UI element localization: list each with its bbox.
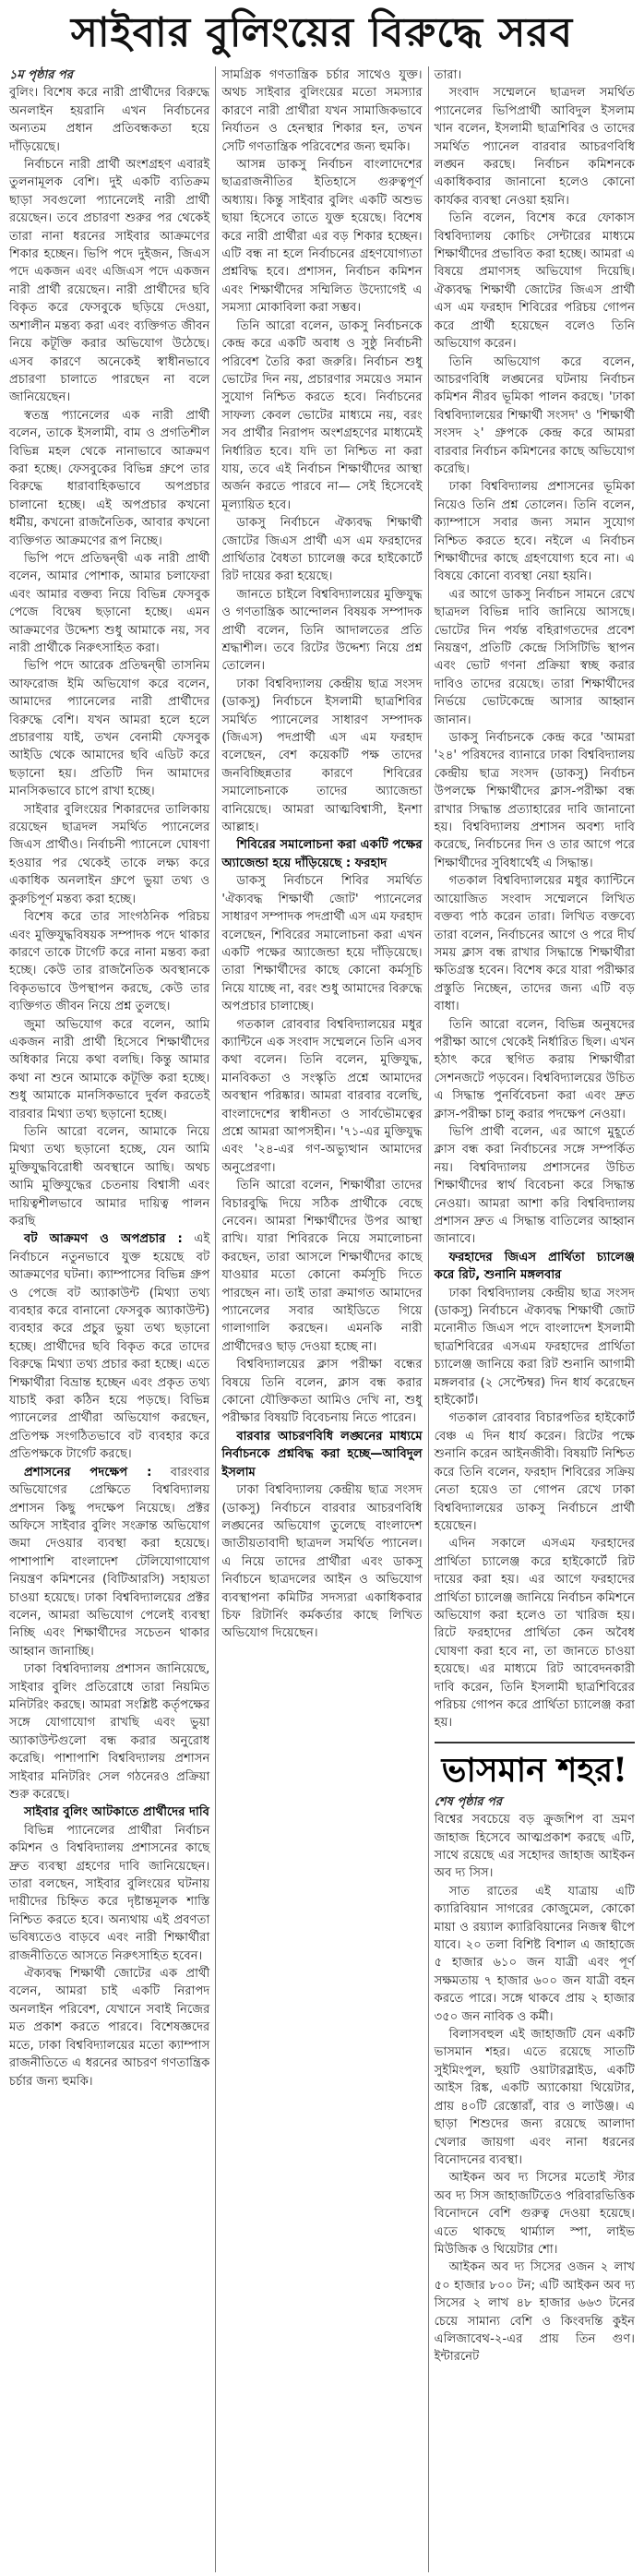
paragraph — [221, 676, 422, 837]
paragraph-text: তারা। — [434, 68, 462, 82]
paragraph-text: ডাকসু নির্বাচনে শিবির সমর্থিত 'ঐক্যবদ্ধ শিক্ষার্থী জোট' প্যানেলের সাধারণ সম্পাদক পদপ্রার্থী এস এম ফরহাদ বলেছেন, শিবিরের সমালোচনা করা এখন একটি পক্ষের অ্যাজেন্ডা হয়ে দাঁড়িয়েছে। তারা শিক্ষার্থীদের কাছে কোনো কর্মসূচি নিয়ে যাচ্ছে না, বরং শুধু আমাদের বিরুদ্ধে অপপ্রচার চালাচ্ছে। — [221, 874, 423, 1014]
paragraph-lead: বট আক্রমণ ও অপপ্রচার : — [24, 1232, 183, 1247]
subheading: সাইবার বুলিং আটকাতে প্রার্থীদের দাবি — [24, 1805, 209, 1820]
paragraph-text: ঢাকা বিশ্ববিদ্যালয় কেন্দ্রীয় ছাত্র সংসদ (ডাকসু) নির্বাচনে বারবার আচরণবিধি লঙ্ঘনের অভিযোগ তুলেছে বাংলাদেশ জাতীয়তাবাদী ছাত্রদল সমর্থিত প্যানেল। এ নিয়ে তাদের প্রার্থীরা এবং ডাকসু নির্বাচনে ছাত্রদলের আইন ও অভিযোগ ব্যবস্থাপনা কমিটির সদস্যরা একাধিকবার চিফ রিটার্নিং কর্মকর্তার কাছে লিখিত অভিযোগ দিয়েছেন। — [221, 1483, 423, 1641]
paragraph — [435, 1285, 635, 1410]
paragraph — [435, 1811, 635, 1883]
paragraph — [221, 1016, 422, 1178]
paragraph-text: গতকাল বিশ্ববিদ্যালয়ের মধুর ক্যান্টিনে আয়োজিত সংবাদ সম্মেলনে লিখিত বক্তব্য পাঠ করেন তারা। লিখিত বক্তব্যে তারা বলেন, নির্বাচনের আগে ও পরে দীর্ঘ সময় ক্লাস বন্ধ রাখার সিদ্ধান্তে শিক্ষার্থীরা ক্ষতিগ্রস্ত হবেন। বিশেষ করে যারা পরীক্ষার প্রস্তুতি নিচ্ছেন, তাদের জন্য এটি বড় বাধা। — [434, 874, 635, 1014]
paragraph-lead: প্রশাসনের পদক্ষেপ : — [24, 1465, 152, 1480]
paragraph — [435, 729, 635, 872]
paragraph-text: তিনি আরো বলেন, শিক্ষার্থীরা তাদের বিচারবুদ্ধি দিয়ে সঠিক প্রার্থীকে বেছে নেবেন। আমরা শিক্ষার্থীদের উপর আস্থা রাখি। যারা শিবিরকে নিয়ে সমালোচনা করছেন, তারা আসলে শিক্ষার্থীদের কাছে যাওয়ার মতো কোনো কর্মসূচি দিতে পারছেন না। তাই তারা ক্রমাগত আমাদের প্যানেলের সবার আইডিতে গিয়ে গালাগালি করছেন। এমনকি নারী প্রার্থীদেরও ছাড় দেওয়া হচ্ছে না। — [221, 1179, 423, 1354]
paragraph-text: সামগ্রিক গণতান্ত্রিক চর্চার সাথেও যুক্ত। অথচ সাইবার বুলিংয়ের মতো সমস্যার কারণে নারী প্রার্থীরা যখন সামাজিকভাবে নির্যাতন ও হেনস্থার শিকার হন, তখন সেটি গণতান্ত্রিক পরিবেশের জন্য হুমকি। — [221, 68, 423, 154]
paragraph — [435, 1409, 635, 1535]
subheading: বারবার আচরণবিধি লঙ্ঘনের মাধ্যমে নির্বাচনকে প্রশ্নবিদ্ধ করা হচ্ছে—আবিদুল ইসলাম — [221, 1429, 423, 1480]
paragraph-text: ঢাকা বিশ্ববিদ্যালয় কেন্দ্রীয় ছাত্র সংসদ (ডাকসু) নির্বাচনে ঐক্যবদ্ধ শিক্ষার্থী জোট মনোনীত জিএস পদে বাংলাদেশ ইসলামী ছাত্রশিবিরের এসএম ফরহাদের প্রার্থিতা চ্যালেঞ্জ জানিয়ে করা রিট শুনানি আগামী মঙ্গলবার (২ সেপ্টেম্বর) দিন ধার্য করেছেন হাইকোর্ট। — [434, 1286, 635, 1408]
paragraph — [221, 1177, 422, 1356]
paragraph — [435, 1016, 635, 1123]
paragraph — [9, 550, 209, 657]
paragraph-text: বুলিং। বিশেষ করে নারী প্রার্থীদের বিরুদ্ধে অনলাইন হয়রানি এখন নির্বাচনের অন্যতম প্রধান প্রতিবন্ধকতা হয়ে দাঁড়িয়েছে। — [9, 86, 210, 154]
paragraph-text: গতকাল রোববার বিচারপতির হাইকোর্ট বেঞ্চ এ দিন ধার্য করেন। রিটের পক্ষে শুনানি করেন আইনজীবী। বিষয়টি নিশ্চিত করে তিনি বলেন, ফরহাদ শিবিরের সক্রিয় নেতা হয়েও তা গোপন রেখে ঢাকা বিশ্ববিদ্যালয়ের ডাকসু নির্বাচনে প্রার্থী হয়েছেন। — [434, 1411, 635, 1533]
paragraph-text: ভিপি পদে আরেক প্রতিদ্বন্দ্বী তাসনিম আফরোজ ইমি অভিযোগ করে বলেন, আমাদের প্যানেলের নারী প্রার্থীদের বিরুদ্ধে বেশি। যখন আমরা হলে হলে প্রচারণায় যাই, তখন বেনামী ফেসবুক আইডি থেকে আমাদের ছবি এডিট করে ছড়ানো হয়। প্রতিটি দিন আমাদের মানসিকভাবে চাপে রাখা হচ্ছে। — [9, 659, 210, 799]
paragraph — [9, 1965, 209, 2091]
paragraph — [9, 1123, 209, 1230]
paragraph-text: তিনি অভিযোগ করে বলেন, আচরণবিধি লঙ্ঘনের ঘটনায় নির্বাচন কমিশন নীরব ভূমিকা পালন করছে। 'ঢাকা বিশ্ববিদ্যালয়ের শিক্ষার্থী সংসদ' ও 'শিক্ষার্থী সংসদ ২' গ্রুপকে কেন্দ্র করে আমরা বারবার নির্বাচন কমিশনের কাছে অভিযোগ করেছি। — [434, 354, 635, 476]
paragraph — [9, 1016, 209, 1123]
paragraph — [9, 1464, 209, 1660]
paragraph-text: গতকাল রোববার বিশ্ববিদ্যালয়ের মধুর ক্যান্টিনে এক সংবাদ সম্মেলনে তিনি এসব কথা বলেন। তিনি বলেন, মুক্তিযুদ্ধ, মানবিকতা ও সংস্কৃতি প্রশ্নে আমাদের অবস্থান পরিষ্কার। আমরা বারবার বলেছি, বাংলাদেশের স্বাধীনতা ও সার্বভৌমত্বের প্রশ্নে আমরা আপসহীন। '৭১-এর মুক্তিযুদ্ধ এবং '২৪-এর গণ-অভ্যুত্থান আমাদের অনুপ্রেরণা। — [221, 1017, 423, 1175]
paragraph — [9, 156, 209, 407]
paragraph — [9, 801, 209, 908]
paragraph-text: বিশ্বের সবচেয়ে বড় ক্রুজশিপ বা ভ্রমণ জাহাজ হিসেবে আত্মপ্রকাশ করছে এটি, সাথে রয়েছে এর সহোদর জাহাজ আইকন অব দ্য সিস। — [434, 1813, 635, 1881]
paragraph-text: তিনি আরো বলেন, বিভিন্ন অনুষদের পরীক্ষা আগে থেকেই নির্ধারিত ছিল। এখন হঠাৎ করে স্থগিত করায় শিক্ষার্থীরা সেশনজটে পড়বেন। বিশ্ববিদ্যালয়ের উচিত এ সিদ্ধান্ত পুনর্বিবেচনা করা এবং দ্রুত ক্লাস-পরীক্ষা চালু করার পদক্ষেপ নেওয়া। — [434, 1017, 635, 1121]
paragraph — [221, 318, 422, 514]
paragraph-text: এর আগে ডাকসু নির্বাচন সামনে রেখে ছাত্রদল বিভিন্ন দাবি জানিয়ে আসছে। ভোটের দিন পর্যন্ত বহিরাগতদের প্রবেশ নিয়ন্ত্রণ, প্রতিটি কেন্দ্রে সিসিটিভি স্থাপন এবং ভোট গণনা প্রক্রিয়া স্বচ্ছ করার দাবিও তাদের রয়েছে। তারা শিক্ষার্থীদের নির্ভয়ে ভোটকেন্দ্রে আসার আহ্বান জানান। — [434, 587, 635, 727]
paragraph — [435, 1535, 635, 1731]
paragraph-text: আইকন অব দ্য সিসের মতোই স্টার অব দ্য সিস জাহাজটিতেও পরিবারভিত্তিক বিনোদনে বেশি গুরুত্ব দেওয়া হয়েছে। এতে থাকছে থার্ম্যাল স্পা, লাইভ মিউজিক ও থিয়েটার শো। — [434, 2171, 635, 2257]
paragraph-text: আইকন অব দ্য সিসের ওজন ২ লাখ ৫০ হাজার ৮০০ টন; এটি আইকন অব দ্য সিসের ২ লাখ ৪৮ হাজার ৬৬৩ টনের চেয়ে সামান্য বেশি ও কিংবদন্তি কুইন এলিজাবেথ-২-এর প্রায় তিন গুণ। ইন্টারনেট — [434, 2260, 635, 2365]
paragraph-text: ডাকসু নির্বাচনকে কেন্দ্র করে 'আমরা '২৪' পরিষদের ব্যানারে ঢাকা বিশ্ববিদ্যালয় কেন্দ্রীয় ছাত্র সংসদ (ডাকসু) নির্বাচন উপলক্ষে শিক্ষার্থীদের ক্লাস-পরীক্ষা বন্ধ রাখার সিদ্ধান্ত প্রত্যাহারের দাবি জানানো হয়। বিশ্ববিদ্যালয় প্রশাসন অবশ্য দাবি করেছে, নির্বাচনের দিন ও তার আগে পরে শিক্ষার্থীদের সুবিধার্থেই এ সিদ্ধান্ত। — [434, 731, 635, 870]
paragraph — [435, 2026, 635, 2169]
paragraph-text: বিভিন্ন প্যানেলের প্রার্থীরা নির্বাচন কমিশন ও বিশ্ববিদ্যালয় প্রশাসনের কাছে দ্রুত ব্যবস্থা গ্রহণের দাবি জানিয়েছেন। তারা বলছেন, সাইবার বুলিংয়ের ঘটনায় দায়ীদের চিহ্নিত করে দৃষ্টান্তমূলক শাস্তি নিশ্চিত করতে হবে। অন্যথায় এই প্রবণতা ভবিষ্যতেও বাড়বে এবং নারী শিক্ষার্থীরা রাজনীতিতে আসতে নিরুৎসাহিত হবেন। — [9, 1823, 210, 1963]
secondary-headline: ভাসমান শহর! — [435, 1742, 635, 1791]
paragraph-text: বিলাসবহুল এই জাহাজটি যেন একটি ভাসমান শহর। এতে রয়েছে সাতটি সুইমিংপুল, ছয়টি ওয়াটারস্লাইড, একটি আইস রিঙ্ক, একটি অ্যাকোয়া থিয়েটার, প্রায় ৪০টি রেস্তোরাঁ, বার ও লাউঞ্জ। এ ছাড়া শিশুদের জন্য রয়েছে আলাদা খেলার জায়গা এবং নানা ধরনের বিনোদনের ব্যবস্থা। — [434, 2028, 635, 2167]
paragraph — [9, 407, 209, 550]
continuation-label: শেষ পৃষ্ঠার পর — [434, 1794, 503, 1809]
paragraph-text: বিশেষ করে তার সাংগঠনিক পরিচয় এবং মুক্তিযুদ্ধবিষয়ক সম্পাদক পদে থাকার কারণে তাকে টার্গেট করে নানা মন্তব্য করা হচ্ছে। কেউ তার রাজনৈতিক অবস্থানকে বিকৃতভাবে উপস্থাপন করছে, কেউ তার ব্যক্তিগত জীবন নিয়ে প্রশ্ন তুলছে। — [9, 910, 210, 1014]
paragraph — [435, 84, 635, 210]
paragraph — [221, 156, 422, 318]
paragraph — [221, 872, 422, 1015]
paragraph-text: ঢাকা বিশ্ববিদ্যালয় প্রশাসন জানিয়েছে, সাইবার বুলিং প্রতিরোধে তারা নিয়মিত মনিটরিং করছে। আমরা সংশ্লিষ্ট কর্তৃপক্ষের সঙ্গে যোগাযোগ রাখছি এবং ভুয়া অ্যাকাউন্টগুলো বন্ধ করার অনুরোধ করেছি। পাশাপাশি বিশ্ববিদ্যালয় প্রশাসন সাইবার মনিটরিং সেল গঠনেরও প্রক্রিয়া শুরু করেছে। — [9, 1662, 210, 1802]
paragraph-text: সাত রাতের এই যাত্রায় এটি ক্যারিবিয়ান সাগরের কোজুমেল, কোকো মায়া ও রয়্যাল ক্যারিবিয়ানের নিজস্ব দ্বীপে যাবে। ২০ তলা বিশিষ্ট বিশাল এ জাহাজে ৫ হাজার ৬১০ জন যাত্রী এবং পূর্ণ সক্ষমতায় ৭ হাজার ৬০০ জন যাত্রী বহন করতে পারে। সঙ্গে থাকবে প্রায় ২ হাজার ৩৫০ জন নাবিক ও কর্মী। — [434, 1884, 635, 2024]
paragraph — [221, 1481, 422, 1643]
paragraph-text: নির্বাচনে নারী প্রার্থী অংশগ্রহণ এবারই তুলনামূলক বেশি। দুই একটি ব্যতিক্রম ছাড়া সবগুলো প্যানেলেই নারী প্রার্থী রয়েছেন। তবে প্রচারণা শুরুর পর থেকেই তারা নানা ধরনের সাইবার আক্রমণের শিকার হচ্ছেন। ভিপি পদে দুইজন, জিএস পদে একজন এবং এজিএস পদে একজন নারী প্রার্থী রয়েছেন। নারী প্রার্থীদের ছবি বিকৃত করে ফেসবুকে ছড়িয়ে দেওয়া, অশালীন মন্তব্য করা এবং ব্যক্তিগত জীবন নিয়ে কটূক্তি করার অভিযোগ উঠেছে। এসব কারণে অনেকেই স্বাধীনভাবে প্রচারণা চালাতে পারছেন না বলে জানিয়েছেন। — [9, 158, 210, 405]
paragraph — [435, 66, 635, 84]
paragraph-text: তিনি আরো বলেন, আমাকে নিয়ে মিথ্যা তথ্য ছড়ানো হচ্ছে, যেন আমি মুক্তিযুদ্ধবিরোধী অবস্থানে আছি। অথচ আমি মুক্তিযুদ্ধের চেতনায় বিশ্বাসী এবং দায়িত্বশীলভাবে আমার দায়িত্ব পালন করছি — [9, 1124, 210, 1228]
paragraph-text: ডাকসু নির্বাচনে ঐক্যবদ্ধ শিক্ষার্থী জোটের জিএস প্রার্থী এস এম ফরহাদের প্রার্থিতার বৈধতা চ্যালেঞ্জ করে হাইকোর্টে রিট দায়ের করা হয়েছে। — [221, 516, 423, 584]
paragraph — [435, 872, 635, 1015]
paragraph-text: এদিন সকালে এসএম ফরহাদের প্রার্থিতা চ্যালেঞ্জ করে হাইকোর্টে রিট দায়ের করা হয়। এর আগে ফরহাদের প্রার্থিতা চ্যালেঞ্জ জানিয়ে নির্বাচন কমিশনে অভিযোগ করা হলেও তা খারিজ হয়। রিটে ফরহাদের প্রার্থিতা কেন অবৈধ ঘোষণা করা হবে না, তা জানতে চাওয়া হয়েছে। এর মাধ্যমে রিট আবেদনকারী দাবি করেন, তিনি ইসলামী ছাত্রশিবিরের পরিচয় গোপন করে প্রার্থিতা চ্যালেঞ্জ করা হয়। — [434, 1537, 635, 1731]
column-2 — [215, 66, 427, 2572]
paragraph — [221, 514, 422, 586]
paragraph-text: তিনি আরো বলেন, ডাকসু নির্বাচনকে কেন্দ্র করে একটি অবাধ ও সুষ্ঠু নির্বাচনী পরিবেশ তৈরি করা জরুরি। নির্বাচন শুধু ভোটের দিন নয়, প্রচারণার সময়েও সমান সুযোগ নিশ্চিত করতে হবে। নির্বাচনের সাফল্য কেবল ভোটের মাধ্যমে নয়, বরং সব প্রার্থীর নিরাপদ অংশগ্রহণের মাধ্যমেই নির্ধারিত হবে। যদি তা নিশ্চিত না করা যায়, তবে এই নির্বাচন শিক্ষার্থীদের আস্থা অর্জন করতে পারবে না— সেই হিসেবেই মূল্যায়িত হবে। — [221, 318, 423, 512]
subheading: শিবিরের সমালোচনা করা একটি পক্ষের অ্যাজেন্ডা হয়ে দাঁড়িয়েছে : ফরহাদ — [221, 838, 423, 870]
paragraph-text: ঢাকা বিশ্ববিদ্যালয় প্রশাসনের ভূমিকা নিয়েও তিনি প্রশ্ন তোলেন। তিনি বলেন, ক্যাম্পাসে সবার জন্য সমান সুযোগ নিশ্চিত করতে হবে। নইলে এ নির্বাচন শিক্ষার্থীদের কাছে গ্রহণযোগ্য হবে না। এ বিষয়ে কোনো ব্যবস্থা নেয়া হয়নি। — [434, 480, 635, 584]
paragraph — [221, 1356, 422, 1428]
paragraph — [9, 1822, 209, 1965]
subheading: ফরহাদের জিএস প্রার্থিতা চ্যালেঞ্জ করে রিট, শুনানি মঙ্গলবার — [434, 1250, 635, 1283]
paragraph-text: এই নির্বাচনে নতুনভাবে যুক্ত হয়েছে বট আক্রমণের ঘটনা। ক্যাম্পাসের বিভিন্ন গ্রুপ ও পেজে বট অ্যাকাউন্ট (মিথ্যা তথ্য ব্যবহার করে বানানো ফেসবুক অ্যাকাউন্ট) ব্যবহার করে প্রচুর ভুয়া তথ্য ছড়ানো হচ্ছে। প্রার্থীদের ছবি বিকৃত করে তাদের বিরুদ্ধে মিথ্যা তথ্য প্রচার করা হচ্ছে। এতে শিক্ষার্থীরা বিভ্রান্ত হচ্ছেন এবং প্রকৃত তথ্য যাচাই করা কঠিন হয়ে পড়ছে। বিভিন্ন প্যানেলের প্রার্থীরা অভিযোগ করছেন, প্রতিপক্ষ সংগঠিতভাবে বট ব্যবহার করে প্রতিপক্ষকে টার্গেট করছে। — [9, 1232, 210, 1462]
column-3 — [428, 66, 640, 2572]
paragraph-text: ঐক্যবদ্ধ শিক্ষার্থী জোটের এক প্রার্থী বলেন, আমরা চাই একটি নিরাপদ অনলাইন পরিবেশ, যেখানে সবাই নিজের মত প্রকাশ করতে পারবে। বিশেষজ্ঞদের মতে, ঢাকা বিশ্ববিদ্যালয়ের মতো ক্যাম্পাস রাজনীতিতে এ ধরনের আচরণ গণতান্ত্রিক চর্চার জন্য হুমকি। — [9, 1967, 210, 2089]
paragraph — [9, 657, 209, 800]
paragraph — [435, 1123, 635, 1249]
paragraph — [9, 1660, 209, 1803]
paragraph-text: সাইবার বুলিংয়ের শিকারদের তালিকায় রয়েছেন ছাত্রদল সমর্থিত প্যানেলের জিএস প্রার্থীও। নির্বাচনী প্যানেলে ঘোষণা হওয়ার পর থেকেই তাকে লক্ষ্য করে একাধিক অনলাইন গ্রুপে ভুয়া তথ্য ও কুরুচিপূর্ণ মন্তব্য করা হচ্ছে। — [9, 802, 210, 906]
paragraph — [435, 1883, 635, 2026]
paragraph-text: আসন্ন ডাকসু নির্বাচন বাংলাদেশের ছাত্ররাজনীতির ইতিহাসে গুরুত্বপূর্ণ অধ্যায়। কিন্তু সাইবার বুলিং একটি অশুভ ছায়া হিসেবে তাতে যুক্ত হয়েছে। বিশেষ করে নারী প্রার্থীরা এর বড় শিকার হচ্ছেন। এটি বন্ধ না হলে নির্বাচনের গ্রহণযোগ্যতা প্রশ্নবিদ্ধ হবে। প্রশাসন, নির্বাচন কমিশন এবং শিক্ষার্থীদের সম্মিলিত উদ্যোগেই এ সমস্যা মোকাবিলা করা সম্ভব। — [221, 158, 423, 316]
paragraph-text: স্বতন্ত্র প্যানেলের এক নারী প্রার্থী বলেন, তাকে ইসলামী, বাম ও প্রগতিশীল বিভিন্ন মহল থেকে নানাভাবে আক্রমণ করা হচ্ছে। ফেসবুকের বিভিন্ন গ্রুপে তার বিরুদ্ধে ধারাবাহিকভাবে অপপ্রচার চালানো হচ্ছে। এই অপপ্রচার কখনো ধর্মীয়, কখনো রাজনৈতিক, আবার কখনো ব্যক্তিগত আক্রমণের রূপ নিচ্ছে। — [9, 408, 210, 548]
paragraph-text: জুমা অভিযোগ করে বলেন, আমি একজন নারী প্রার্থী হিসেবে শিক্ষার্থীদের অধিকার নিয়ে কথা বলছি। কিন্তু আমার কথা না শুনে আমাকে কটূক্তি করা হচ্ছে। শুধু আমাকে মানসিকভাবে দুর্বল করতেই বারবার মিথ্যা তথ্য ছড়ানো হচ্ছে। — [9, 1017, 210, 1121]
paragraph-text: জানতে চাইলে বিশ্ববিদ্যালয়ের মুক্তিযুদ্ধ ও গণতান্ত্রিক আন্দোলন বিষয়ক সম্পাদক প্রার্থী বলেন, তিনি আদালতের প্রতি শ্রদ্ধাশীল। তবে রিটের উদ্দেশ্য নিয়ে প্রশ্ন তোলেন। — [221, 587, 423, 674]
headline: সাইবার বুলিংয়ের বিরুদ্ধে সরব — [70, 9, 574, 56]
paragraph — [435, 586, 635, 729]
paragraph-text: ঢাকা বিশ্ববিদ্যালয় কেন্দ্রীয় ছাত্র সংসদ (ডাকসু) নির্বাচনে ইসলামী ছাত্রশিবির সমর্থিত প্যানেলের সাধারণ সম্পাদক (জিএস) পদপ্রার্থী এস এম ফরহাদ বলেছেন, বেশ কয়েকটি পক্ষ তাদের জনবিচ্ছিন্নতার কারণে শিবিরের সমালোচনাকে তাদের অ্যাজেন্ডা বানিয়েছে। আমরা আত্মবিশ্বাসী, ইনশা আল্লাহ। — [221, 677, 423, 835]
column-1 — [4, 66, 215, 2572]
paragraph-text: তিনি বলেন, বিশেষ করে ফোকাস বিশ্ববিদ্যালয় কোচিং সেন্টারের মাধ্যমে শিক্ষার্থীদের প্রভাবিত করা হচ্ছে। আমরা এ বিষয়ে প্রমাণসহ অভিযোগ দিয়েছি। ঐক্যবদ্ধ শিক্ষার্থী জোটের জিএস প্রার্থী এস এম ফরহাদ শিবিরের পরিচয় গোপন করে প্রার্থী হয়েছেন বলেও তিনি অভিযোগ করেন। — [434, 211, 635, 352]
paragraph — [221, 586, 422, 676]
paragraph — [221, 66, 422, 156]
article-columns — [4, 66, 640, 2572]
paragraph — [435, 2169, 635, 2258]
paragraph — [435, 353, 635, 479]
paragraph-text: ভিপি পদে প্রতিদ্বন্দ্বী এক নারী প্রার্থী বলেন, আমার পোশাক, আমার চলাফেরা এবং আমার বক্তব্য নিয়ে বিভিন্ন ফেসবুক পেজে বিদ্বেষ ছড়ানো হচ্ছে। এমন আক্রমণের উদ্দেশ্য শুধু আমাকে নয়, সব নারী প্রার্থীকে নিরুৎসাহিত করা। — [9, 551, 210, 655]
paragraph-text: ভিপি প্রার্থী বলেন, এর আগে মুহূর্তে ক্লাস বন্ধ করা নির্বাচনের সঙ্গে সম্পর্কিত নয়। বিশ্ববিদ্যালয় প্রশাসনের উচিত শিক্ষার্থীদের স্বার্থ বিবেচনা করে সিদ্ধান্ত নেওয়া। আমরা আশা করি বিশ্ববিদ্যালয় প্রশাসন দ্রুত এ সিদ্ধান্ত বাতিলের আহ্বান জানাবে। — [434, 1124, 635, 1247]
paragraph — [435, 2258, 635, 2366]
paragraph-text: বারংবার অভিযোগের প্রেক্ষিতে বিশ্ববিদ্যালয় প্রশাসন কিছু পদক্ষেপ নিয়েছে। প্রক্টর অফিসে সাইবার বুলিং সংক্রান্ত অভিযোগ জমা দেওয়ার ব্যবস্থা করা হয়েছে। পাশাপাশি বাংলাদেশ টেলিযোগাযোগ নিয়ন্ত্রণ কমিশনের (বিটিআরসি) সহায়তা চাওয়া হয়েছে। ঢাকা বিশ্ববিদ্যালয়ের প্রক্টর বলেন, আমরা অভিযোগ পেলেই ব্যবস্থা নিচ্ছি এবং শিক্ষার্থীদের সচেতন থাকার আহ্বান জানাচ্ছি। — [9, 1465, 210, 1659]
paragraph-text: বিশ্ববিদ্যালয়ের ক্লাস পরীক্ষা বন্ধের বিষয়ে তিনি বলেন, ক্লাস বন্ধ করার কোনো যৌক্তিকতা আমিও দেখি না, শুধু পরীক্ষার বিষয়টি বিবেচনায় নিতে পারেন। — [221, 1358, 423, 1426]
paragraph — [9, 1230, 209, 1463]
paragraph — [9, 84, 209, 156]
paragraph — [435, 478, 635, 585]
paragraph-text: সংবাদ সম্মেলনে ছাত্রদল সমর্থিত প্যানেলের ভিপিপ্রার্থী আবিদুল ইসলাম খান বলেন, ইসলামী ছাত্রশিবির ও তাদের সমর্থিত প্যানেল বারবার আচরণবিধি লঙ্ঘন করছে। নির্বাচন কমিশনকে একাধিকবার জানানো হলেও কোনো কার্যকর ব্যবস্থা নেওয়া হয়নি। — [434, 86, 635, 208]
paragraph — [9, 908, 209, 1015]
paragraph — [435, 210, 635, 353]
continuation-label: ১ম পৃষ্ঠার পর — [9, 68, 73, 82]
